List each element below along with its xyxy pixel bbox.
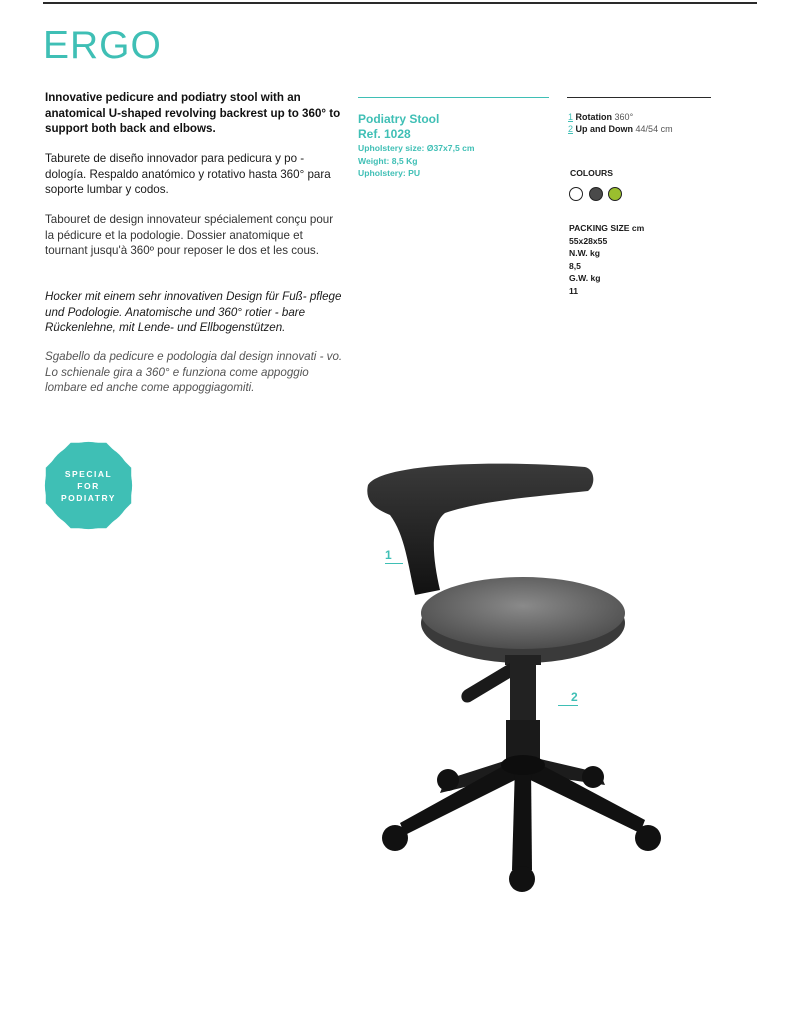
product-name: Podiatry Stool [358, 112, 440, 126]
features-column-rule [567, 97, 711, 98]
net-weight-value: 8,5 [569, 261, 581, 271]
feature-rotation [568, 112, 633, 122]
colour-swatch-white [569, 187, 583, 201]
feature-number: 2 [568, 124, 574, 134]
callout-number-2: 2 [571, 690, 578, 704]
page-title: ERGO [43, 24, 162, 67]
packing-size-label: PACKING SIZE cm [569, 223, 645, 233]
product-reference: Ref. 1028 [358, 127, 411, 141]
feature-value: 44/54 cm [635, 124, 673, 134]
spec-upholstery-size: Upholstery size: Ø37x7,5 cm [358, 143, 475, 153]
description-italian: Sgabello da pedicure e podologia dal design innovati - vo. Lo schienale gira a 360° e funziona come appoggio lombare ed anche come appoggiagomiti. [45, 350, 343, 394]
special-badge-text [44, 468, 133, 504]
product-column-rule [358, 97, 549, 98]
top-rule [43, 2, 757, 4]
callout-line-1 [385, 563, 403, 564]
description-french: Tabouret de design innovateur spécialement conçu pour la pédicure et la podologie. Dossier anatomique et tournant jusqu'à 360º pour reposer le dos et les cous. [45, 213, 334, 257]
packing-size-value: 55x28x55 [569, 236, 608, 246]
badge-line: SPECIAL [64, 469, 113, 479]
badge-line: FOR [77, 481, 100, 491]
description-english: Innovative pedicure and podiatry stool with an anatomical U-shaped revolving backrest up to 360° to support both back and elbows. [45, 91, 341, 135]
description-spanish: Taburete de diseño innovador para pedicura y po - dología. Respaldo anatómico y rotativo hasta 360° para soporte lumbar y codos. [45, 152, 331, 196]
feature-label: Rotation [575, 112, 613, 122]
colours-label: COLOURS [570, 168, 613, 178]
colour-swatch-green [608, 187, 622, 201]
feature-up-down [568, 124, 673, 134]
spec-weight: Weight: 8,5 Kg [358, 156, 418, 166]
stool-illustration [360, 455, 670, 900]
feature-label: Up and Down [575, 124, 634, 134]
gross-weight-label: G.W. kg [569, 273, 601, 283]
spec-upholstery-material: Upholstery: PU [358, 168, 421, 178]
callout-line-2 [558, 705, 578, 706]
badge-line: PODIATRY [61, 493, 116, 503]
description-german: Hocker mit einem sehr innovativen Design für Fuß- pflege und Podologie. Anatomische und 360° rotier - bare Rückenlehne, mit Lende- und Ellbogenstützen. [45, 290, 342, 334]
gross-weight-value: 11 [569, 286, 579, 296]
net-weight-label: N.W. kg [569, 248, 601, 258]
colour-swatch-dark-grey [589, 187, 603, 201]
callout-number-1: 1 [385, 548, 392, 562]
feature-value: 360° [614, 112, 634, 122]
feature-number: 1 [568, 112, 574, 122]
